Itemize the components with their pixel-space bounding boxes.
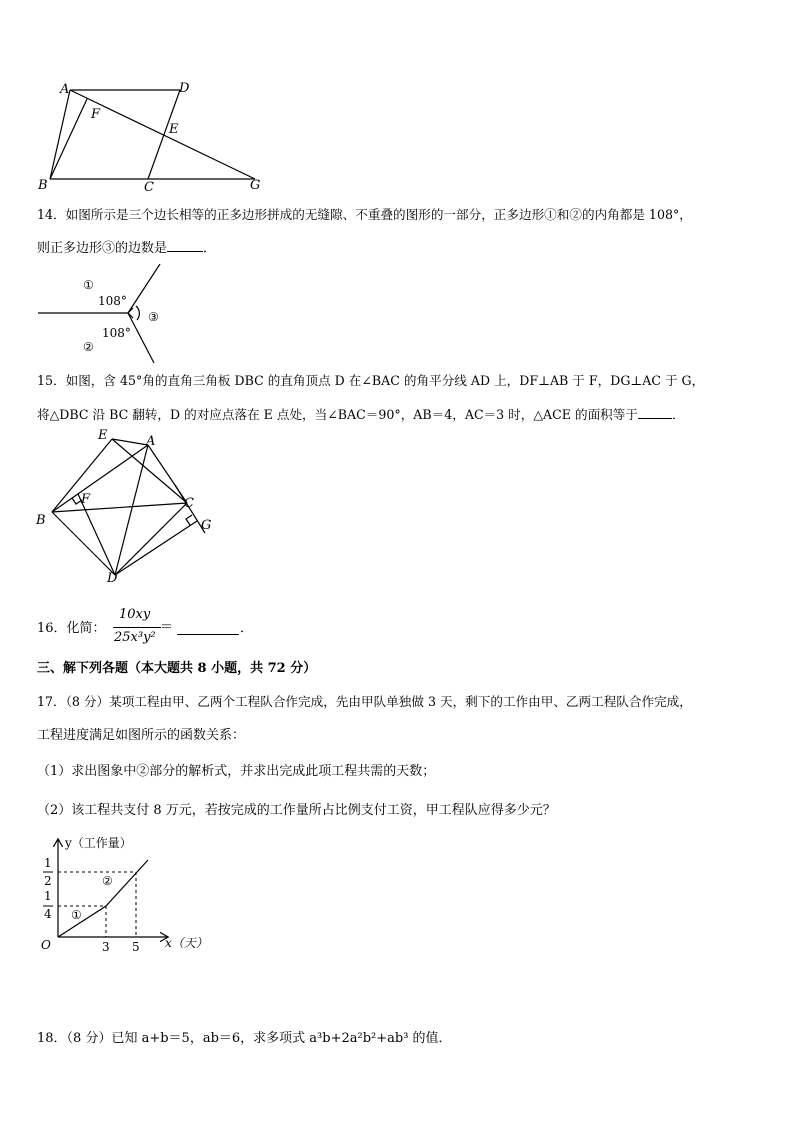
question-14-end: ． bbox=[203, 241, 217, 256]
label-A: A bbox=[60, 82, 70, 97]
label-E: E bbox=[98, 428, 108, 443]
label-B: B bbox=[36, 513, 46, 528]
origin-label: O bbox=[41, 938, 51, 952]
region-1-label: ① bbox=[71, 908, 82, 922]
label-B: B bbox=[38, 178, 48, 193]
question-15-line1: 15．如图，含 45°角的直角三角板 DBC 的直角顶点 D 在∠BAC 的角平分线 AD 上，DF⊥AB 于 F，DG⊥AC 于 G， bbox=[37, 373, 705, 388]
region-2-label: ② bbox=[102, 874, 113, 888]
polygon-label-1: ① bbox=[83, 278, 94, 292]
label-D: D bbox=[179, 81, 190, 96]
equals-sign: ＝ bbox=[160, 620, 174, 635]
question-14-line2 bbox=[37, 240, 216, 258]
label-D: D bbox=[107, 571, 118, 586]
question-17-line1: 17．（8 分）某项工程由甲、乙两个工程队合作完成，先由甲队单独做 3 天，剩下的工作由甲、乙两工程队合作完成， bbox=[37, 694, 692, 709]
figure-14-polygons bbox=[36, 264, 186, 364]
fraction-bar bbox=[113, 627, 161, 628]
y-tick-half-den: 2 bbox=[44, 874, 52, 888]
question-15-end: ． bbox=[671, 407, 685, 422]
answer-blank-14 bbox=[167, 251, 203, 252]
x-tick-5: 5 bbox=[132, 940, 140, 954]
y-axis-label: y（工作量） bbox=[65, 836, 132, 850]
question-16-prefix: 16．化简： bbox=[37, 621, 106, 636]
question-17-part2: （2）该工程共支付 8 万元，若按完成的工作量所占比例支付工资，甲工程队应得多少元？ bbox=[37, 803, 556, 818]
label-G: G bbox=[250, 178, 261, 193]
question-16-end: ． bbox=[240, 621, 254, 636]
question-16 bbox=[37, 606, 297, 652]
angle-label-bottom: 108° bbox=[102, 326, 131, 340]
polygon-label-2: ② bbox=[83, 340, 94, 354]
answer-blank-15 bbox=[638, 418, 672, 419]
label-F: F bbox=[81, 492, 91, 507]
label-F: F bbox=[91, 107, 101, 122]
y-tick-quarter-den: 4 bbox=[44, 907, 52, 921]
fraction-denominator: 25x³y² bbox=[114, 630, 156, 645]
figure-17-graph bbox=[35, 830, 225, 960]
question-17-part1: （1）求出图象中②部分的解析式，并求出完成此项工程共需的天数； bbox=[37, 764, 436, 779]
x-axis-label: x（天） bbox=[165, 936, 208, 950]
y-tick-quarter-num: 1 bbox=[44, 889, 52, 903]
question-14-line1: 14．如图所示是三个边长相等的正多边形拼成的无缝隙、不重叠的图形的一部分，正多边形①和②的内角都是 108°， bbox=[37, 207, 692, 222]
answer-blank-16 bbox=[177, 634, 239, 635]
angle-label-top: 108° bbox=[98, 294, 127, 308]
y-tick-half-num: 1 bbox=[44, 856, 52, 870]
question-18: 18．（8 分）已知 a+b＝5，ab＝6，求多项式 a³b+2a²b²+ab³ 的值． bbox=[37, 1031, 452, 1046]
polygon-label-3: ③ bbox=[148, 310, 159, 324]
fraction-numerator: 10xy bbox=[119, 607, 151, 622]
label-C: C bbox=[144, 180, 154, 195]
x-tick-3: 3 bbox=[102, 940, 110, 954]
question-15-text: 将△DBC 沿 BC 翻转，D 的对应点落在 E 点处，当∠BAC＝90°，AB＝4，AC＝3 时，△ACE 的面积等于 bbox=[37, 407, 638, 422]
question-17-line2: 工程进度满足如图所示的函数关系： bbox=[37, 728, 246, 743]
label-A: A bbox=[146, 434, 156, 449]
label-G: G bbox=[201, 518, 212, 533]
section-3-heading: 三、解下列各题（本大题共 8 小题，共 72 分） bbox=[37, 661, 317, 676]
question-15-line2 bbox=[37, 406, 685, 424]
figure-15-triangles bbox=[30, 425, 220, 590]
question-14-text: 则正多边形③的边数是 bbox=[37, 241, 168, 256]
figure-13-parallelogram bbox=[30, 78, 270, 196]
label-C: C bbox=[184, 496, 194, 511]
label-E: E bbox=[169, 122, 179, 137]
